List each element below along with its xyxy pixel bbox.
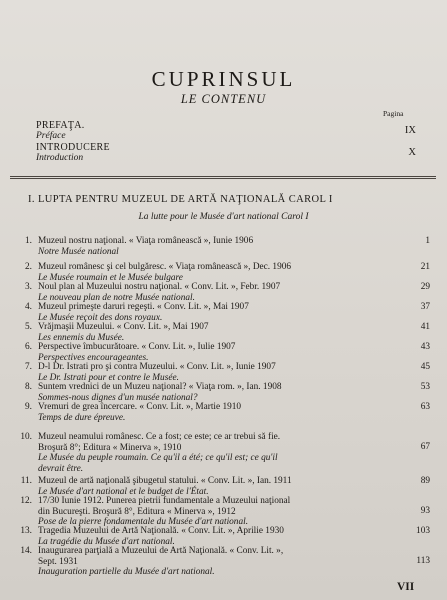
entry-french-line: Notre Musée national: [38, 246, 119, 257]
page-number: VII: [397, 581, 415, 593]
entry-page-number: 63: [420, 402, 430, 412]
entry-text: [38, 432, 388, 474]
entry-page-number: 113: [416, 556, 430, 566]
entry-text: [38, 362, 388, 383]
entry-title-line: Perspective îmbucurătoare. « Conv. Lit. », Iulie 1907: [38, 342, 236, 352]
entry-french-line: Le Musée d'art national et le budget de l'État.: [38, 486, 209, 497]
entry-title-line: Vremuri de grea încercare. « Conv. Lit. », Martie 1910: [38, 402, 242, 412]
entry-number: 4.: [25, 302, 32, 312]
entry-text: [38, 322, 388, 343]
section-divider: [10, 176, 436, 177]
entry-page-number: 1: [425, 236, 430, 246]
entry-french-line: Le Musée du peuple roumain. Ce qu'il a été; ce qu'il est; ce qu'il: [38, 453, 278, 464]
entry-number: 12.: [20, 496, 32, 506]
entry-title-line: Muzeul primeşte daruri regeşti. « Conv. Lit. », Mai 1907: [38, 302, 249, 312]
front-matter-page: IX: [404, 125, 416, 136]
front-matter-ro: PREFAŢA.: [36, 120, 85, 131]
entry-french-line: Temps de dure épreuve.: [38, 412, 126, 423]
page-title: CUPRINSUL: [151, 67, 296, 91]
entry-text: [38, 282, 388, 303]
entry-number: 8.: [25, 382, 32, 392]
entry-french-line: Sommes-nous dignes d'un musée national?: [38, 392, 198, 403]
entry-text: [38, 546, 388, 578]
front-matter-ro: INTRODUCERE: [36, 142, 110, 153]
entry-text: [38, 476, 388, 497]
entry-title-line: Muzeul nostru naţional. « Viaţa românească », Iunie 1906: [38, 236, 254, 246]
entry-page-number: 29: [420, 282, 430, 292]
entry-number: 6.: [25, 342, 32, 352]
entry-text: [38, 302, 388, 323]
entry-french-line: Le nouveau plan de notre Musée national.: [38, 292, 195, 303]
front-matter-fr: Préface: [36, 131, 66, 141]
entry-french-line: Pose de la pierre fondamentale du Musée d'art national.: [38, 517, 249, 528]
entry-french-line: Le Musée roumain et le Musée bulgare: [38, 272, 183, 283]
entry-number: 2.: [25, 262, 32, 272]
entry-title-line: D-l Dr. Istrati pro şi contra Muzeului. « Conv. Lit. », Iunie 1907: [38, 362, 276, 372]
entry-number: 7.: [25, 362, 32, 372]
page-subtitle: LE CONTENU: [180, 92, 267, 106]
pagina-label: Pagina: [383, 109, 404, 118]
entry-title-line: Muzeul neamului românesc. Ce a fost; ce este; ce ar trebui să fie.: [38, 432, 281, 442]
entry-page-number: 103: [416, 526, 430, 536]
entry-title-line: din Bucureşti. Broşură 8°, Editura « Minerva », 1912: [38, 506, 236, 517]
entry-text: [38, 496, 388, 528]
entry-page-number: 43: [420, 342, 430, 352]
entry-title-line: 17/30 Iunie 1912. Punerea pietrii fundamentale a Muzeului naţional: [38, 496, 291, 506]
entry-text: [38, 402, 388, 423]
entry-french-line: devrait être.: [38, 463, 84, 474]
entry-page-number: 53: [420, 382, 430, 392]
entry-number: 5.: [25, 322, 32, 332]
front-matter-item-introduction: [36, 142, 416, 163]
entry-title-line: Vrăjmaşii Muzeului. « Conv. Lit. », Mai 1907: [38, 322, 209, 332]
entry-number: 14.: [20, 546, 32, 556]
entry-title-line: Noul plan al Muzeului nostru naţional. « Conv. Lit. », Febr. 1907: [38, 282, 281, 292]
entry-french-line: Le Dr. Istrati pour et contre le Musée.: [38, 372, 179, 383]
entry-page-number: 21: [420, 262, 430, 272]
entry-title-line: Inaugurarea parţială a Muzeului de Artă Naţională. « Conv. Lit. »,: [38, 546, 284, 556]
entry-title-line: Suntem vrednici de un Muzeu naţional? « Viaţa rom. », Ian. 1908: [38, 382, 282, 392]
entry-french-line: Inauguration partielle du Musée d'art national.: [38, 567, 215, 578]
entry-number: 11.: [20, 476, 32, 486]
entry-title-line: Broşură 8°; Editura « Minerva », 1910: [38, 442, 182, 453]
entry-text: [38, 382, 388, 403]
entry-title-line: Tragedia Muzeului de Artă Naţională. « Conv. Lit. », Aprilie 1930: [38, 526, 284, 536]
entry-number: 9.: [25, 402, 32, 412]
entry-page-number: 67: [420, 442, 430, 452]
section-subtitle: La lutte pour le Musée d'art national Carol I: [138, 212, 309, 222]
front-matter-fr: Introduction: [36, 153, 84, 163]
entry-page-number: 89: [420, 476, 430, 486]
entry-french-line: La tragédie du Musée d'art national.: [38, 536, 175, 547]
entry-text: [38, 236, 388, 257]
entry-title-line: Muzeul de artă naţională şibugetul statului. « Conv. Lit. », Ian. 1911: [38, 476, 292, 486]
entry-page-number: 37: [420, 302, 430, 312]
entry-page-number: 41: [420, 322, 430, 332]
front-matter-page: X: [408, 147, 416, 158]
entry-text: [38, 262, 388, 283]
entry-number: 1.: [25, 236, 32, 246]
entry-number: 13.: [20, 526, 32, 536]
entry-text: [38, 342, 388, 363]
entry-text: [38, 526, 388, 547]
entry-french-line: Le Musée reçoit des dons royaux.: [38, 312, 163, 323]
entry-french-line: Perspectives encourageantes.: [38, 352, 149, 363]
entry-title-line: Muzeul românesc şi cel bulgăresc. « Viaţa românească », Dec. 1906: [38, 262, 292, 272]
section-divider: [10, 178, 436, 179]
entry-french-line: Les ennemis du Musée.: [38, 332, 125, 343]
front-matter-item-preface: [36, 120, 416, 141]
entry-title-line: Sept. 1931: [38, 556, 78, 567]
entry-page-number: 93: [420, 506, 430, 516]
section-title: I. LUPTA PENTRU MUZEUL DE ARTĂ NAŢIONALĂ CAROL I: [28, 194, 333, 205]
entry-number: 10.: [20, 432, 32, 442]
entry-page-number: 45: [420, 362, 430, 372]
entry-number: 3.: [25, 282, 32, 292]
